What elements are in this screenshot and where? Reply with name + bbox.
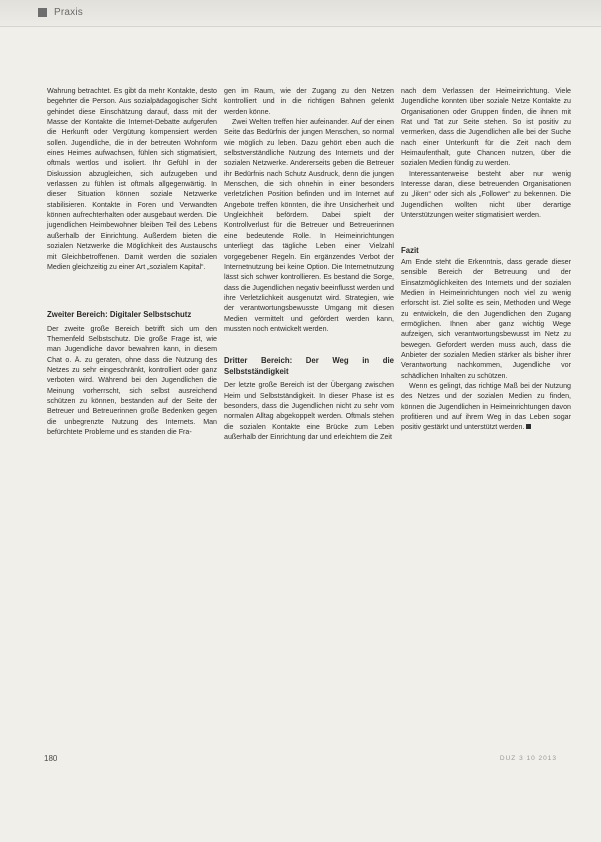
paragraph: Zwei Welten treffen hier aufeinander. Auf der einen Seite das Bedürfnis der jungen Menschen, so normal wie möglich zu leben. Dazu gehört eben auch die selbstverständliche Nutzung des Internets und der sozialen Netzwerke. Andererseits geben die Betreuer ihr Bedürfnis nach Schutz Ausdruck, denn die jungen Menschen, die sich ohnehin in einer besonders verletzlichen Position befinden und im Internet auf Angebote treffen könnten, die ihre Unsicherheit und Ungleichheit befördern. Dabei spielt der Kontrollverlust für die Betreuer und Betreuerinnen eine bedeutende Rolle. In Heimeinrichtungen unterliegt das tägliche Leben einer Vielzahl vorgegebener Regeln. Ein ergänzendes Verbot der Internetnutzung bei keine Option. Die Internetnutzung lässt sich schwer kontrollieren. Es bestand die Sorge, dass die Jugendlichen negativ beeinflusst werden und ihre Verletzlichkeit ausgenutzt wird. Strategien, wie der verantwortungsbewusste Umgang mit diesen Medien vermittelt und gefördert werden kann, mussten noch entwickelt werden. [224,118,394,333]
paragraph: nach dem Verlassen der Heimeinrichtung. Viele Jugendliche konnten über soziale Netze Kontakte zu Organisationen oder Gruppen finden, die ihnen mit Rat und Tat zur Seite stehen. So ist positiv zu vermerken, dass die Jugendlichen alle bei der Suche nach einer Unterkunft für die Zeit nach dem Heimaufenthalt, gute Chancen nutzen, über die sozialen Medien fündig zu werden. [401,87,571,168]
section-square-icon [38,8,47,17]
column-3 [401,86,571,433]
section-heading-3: Dritter Bereich: Der Weg in die Selbstständigkeit [224,356,394,376]
paragraph: gen im Raum, wie der Zugang zu den Netzen kontrolliert und in die richtigen Bahnen gelenkt werden könne. [224,87,394,116]
final-text: Wenn es gelingt, das richtige Maß bei der Nutzung des Netzes und der sozialen Medien zu finden, können die Jugendlichen in Heimeinrichtungen davon profitieren und auf ihrem Weg in das Leben sogar positiv gestärkt und unterstützt werden. [401,382,571,432]
end-mark-icon [526,424,531,429]
section-heading-2: Zweiter Bereich: Digitaler Selbstschutz [47,310,192,320]
column-2 [224,86,394,442]
paragraph: Der zweite große Bereich betrifft sich um den Themenfeld Selbstschutz. Die große Frage ist, wie man Jugendliche davor bewahren kann, in diesem Chat o. Ä. zu geraten, ohne dass die Nutzung des Netzes zu sehr eingeschränkt, kontrolliert oder ganz verboten wird. Während bei den Jugendlichen die Meinung vorherrscht, sich selbst ausreichend schützen zu können, bestanden auf der Seite der Betreuer und Betreuerinnen große Bedenken gegen die unbegrenzte Nutzung des Internets. Man befürchtete Probleme und es standen die Fra- [47,324,217,437]
page-number: 180 [44,754,58,763]
fazit-heading: Fazit [401,246,419,256]
paragraph: Wahrung betrachtet. Es gibt da mehr Kontakte, desto begehrter die Person. Aus sozialpädagogischer Sicht gehindet diese Einschätzung darauf, dass mit der Masse der Kontakte die Internet-Debatte aufgerufen die Herkunft oder Vergütung kompensiert werden sollen. Jugendliche, die in der betreuten Wohnform eines Heimes aufwachsen, fühlen sich stigmatisiert, oftmals wertlos und isoliert. Ihr Gefühl in der Diskussion abzugleichen, sich aufzugeben und verlassen zu fühlen ist oftmals allgegenwärtig. In dieser Situation können soziale Netzwerke stabilisieren. Kontakte in Foren und Verwandten können aufrechterhalten oder ausgebaut werden. Die jugendlichen Heimbewohner bleiben Teil des Lebens außerhalb der Einrichtung. Außerdem bieten die sozialen Netzwerke die Möglichkeit des Austauschs mit Gleichbetroffenen. Damit werden die sozialen Medien gleichzeitig zu einer Art „sozialem Kapital“. [47,87,217,271]
paragraph: Interessanterweise besteht aber nur wenig Interesse daran, diese betreuenden Organisationen zu „liken“ oder sich als „Follower“ zu bekennen. Die Jugendlichen wollten nicht über derartige Unterstützungen weiter stigmatisiert werden. [401,169,571,220]
paragraph: Am Ende steht die Erkenntnis, dass gerade dieser sensible Bereich der Betreuung und der Einsatzmöglichkeiten des Internets und der sozialen Medien in Heimeinrichtungen noch viel zu wenig erforscht ist. Ziel sollte es sein, Methoden und Wege zu entwickeln, die den Jugendlichen den Zugang ermöglichen. Ihnen aber ganz wichtig Wege aufzeigen, sich verantwortungsbewusst im Netz zu bewegen. Gefordert werden muss auch, dass die Anbieter der sozialen Medien stärker als bisher ihrer Verantwortung nachkommen, Jugendliche vor schädlichen Inhalten zu schützen. [401,257,571,380]
paragraph: Der letzte große Bereich ist der Übergang zwischen Heim und Selbstständigkeit. In dieser Phase ist es besonders, dass die Jugendlichen nicht zu sehr vom normalen Alltag abgekoppelt werden. Oftmals stehen die sozialen Kontakte eine Brücke zum Leben außerhalb der Einrichtung dar und erleichtern die Zeit [224,381,394,441]
column-1 [47,86,217,437]
footer-mark: DUZ 3 10 2013 [499,755,557,762]
paragraph-final [401,381,571,433]
top-strip [0,0,601,27]
section-label: Praxis [54,7,83,18]
